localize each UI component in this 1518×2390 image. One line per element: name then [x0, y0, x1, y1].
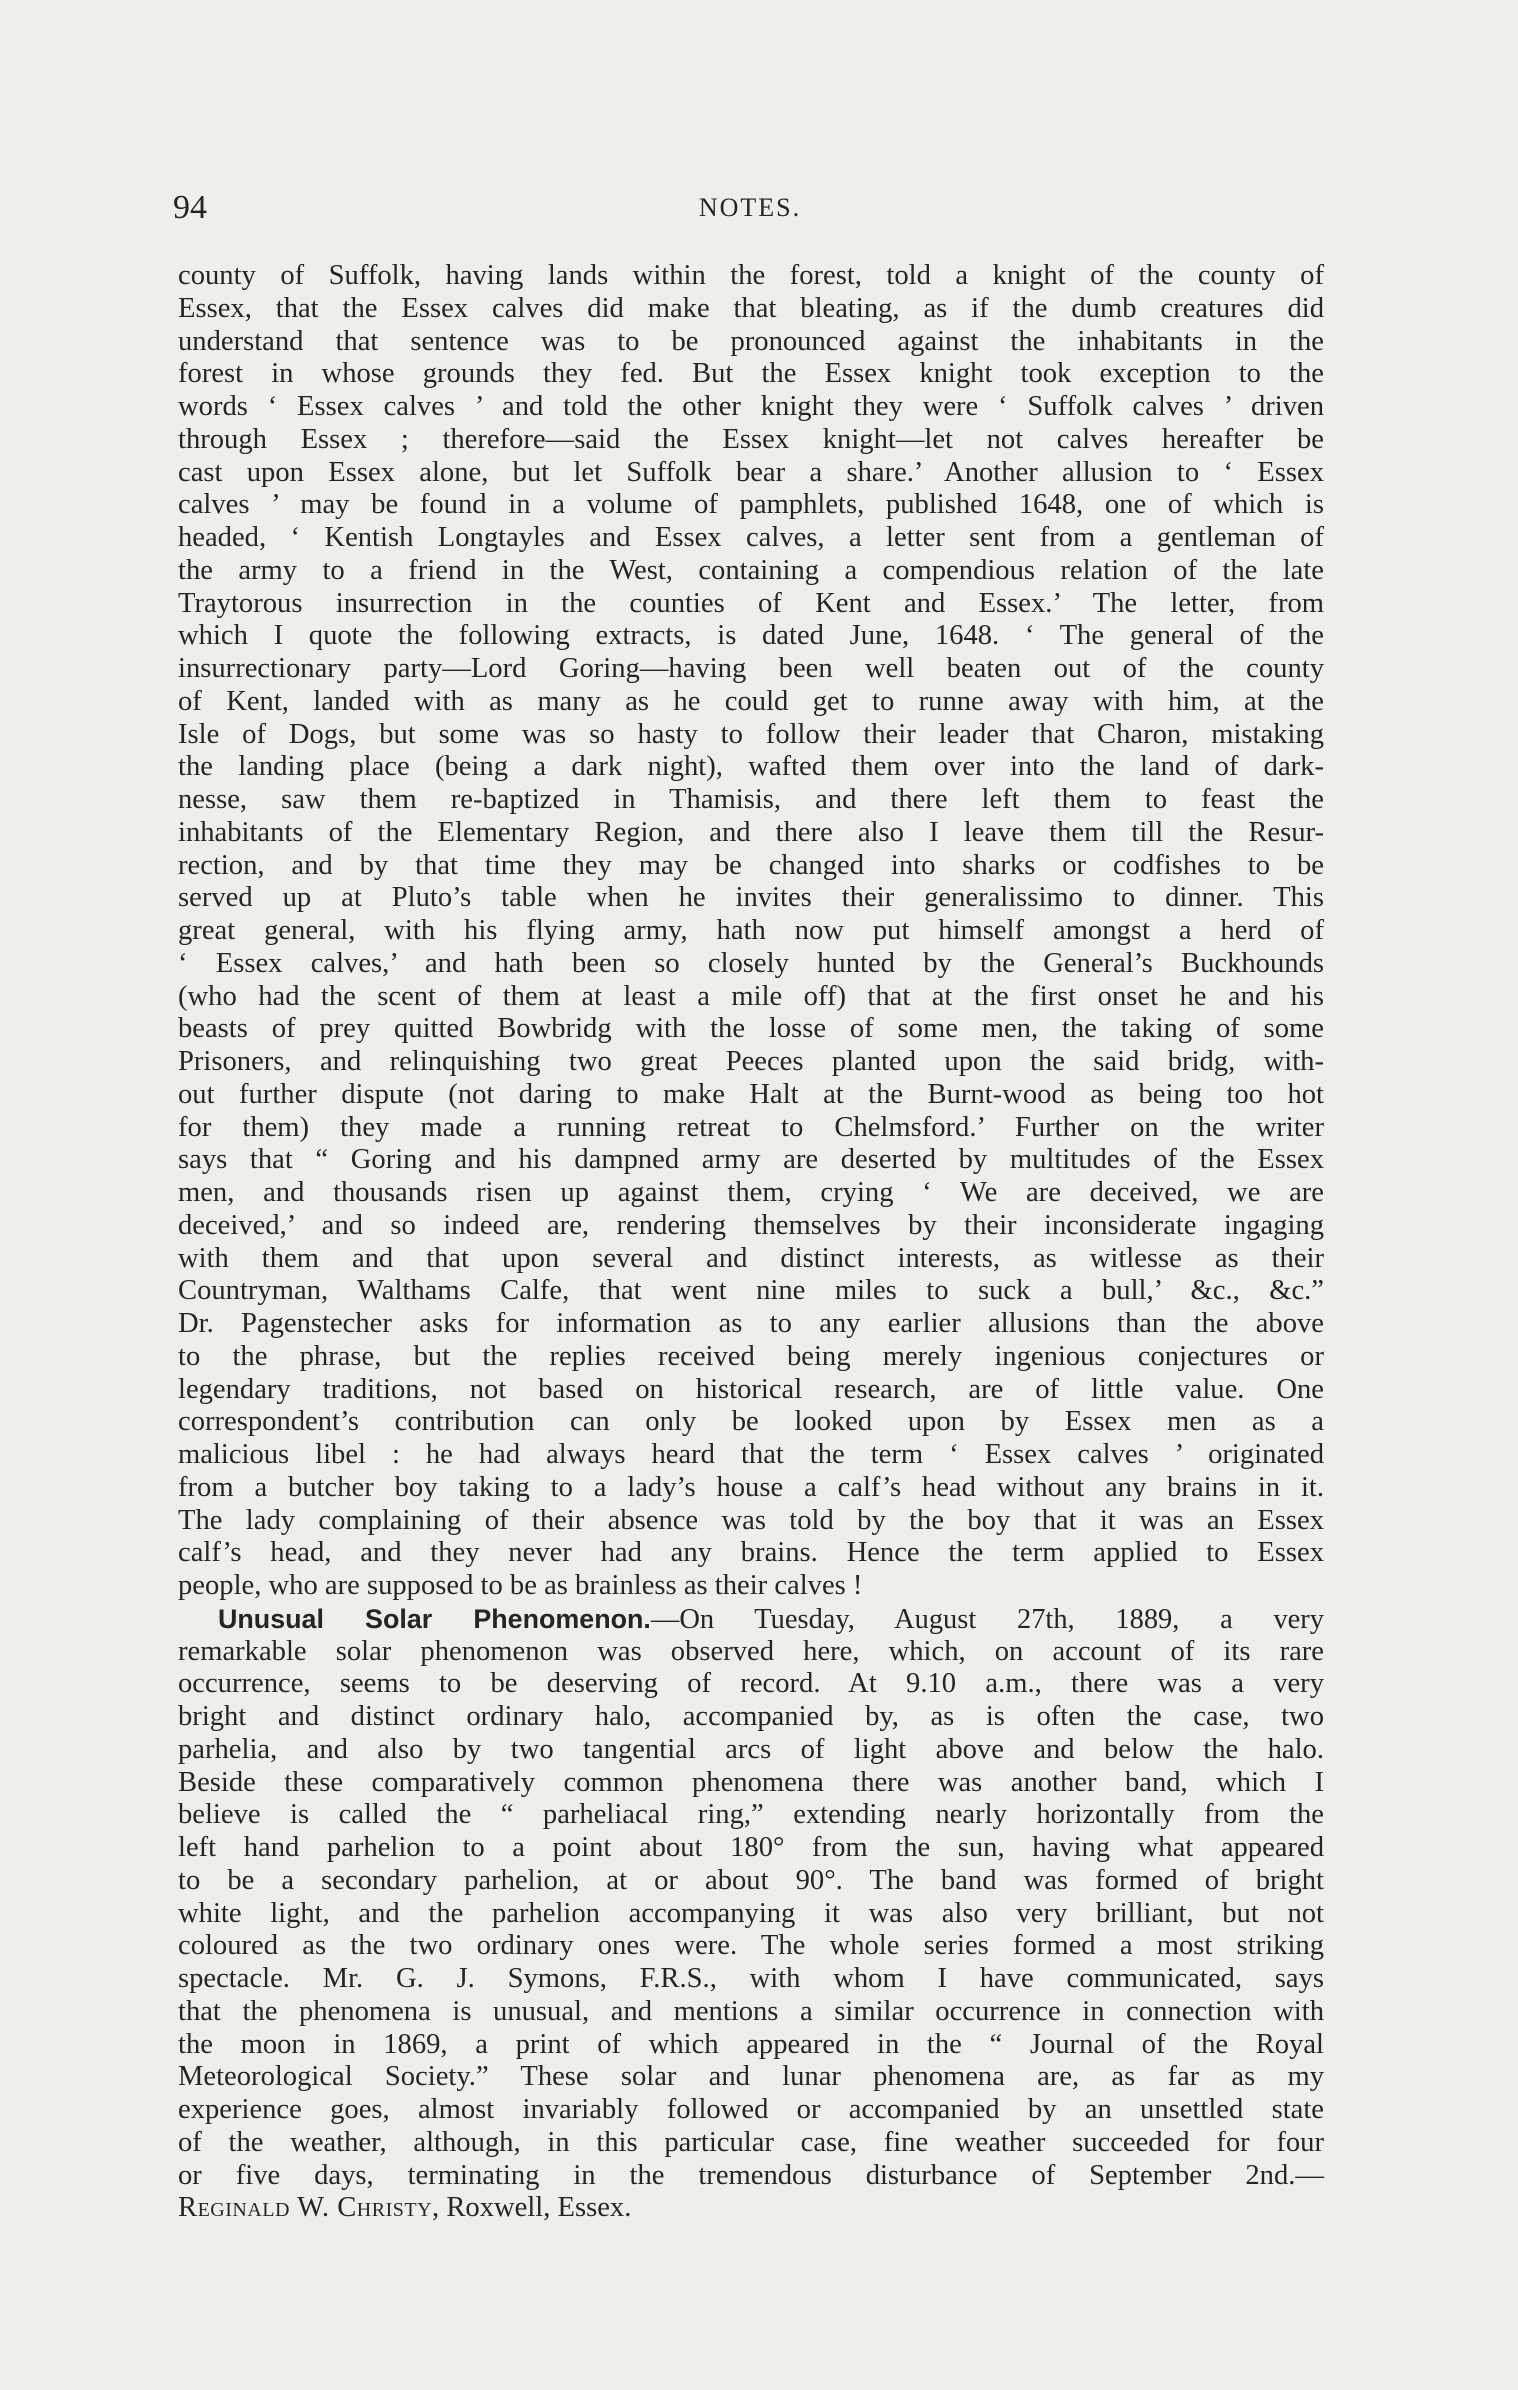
line-text: spectacle. Mr. G. J. Symons, F.R.S., with whom I have communicated, says [178, 1963, 1324, 1994]
text-line [178, 1210, 1324, 1243]
text-line [178, 293, 1324, 326]
line-text: experience goes, almost invariably followed or accompanied by an unsettled state [178, 2094, 1324, 2125]
line-text: words ‘ Essex calves ’ and told the other knight they were ‘ Suffolk calves ’ driven [178, 391, 1324, 422]
text-line [178, 1832, 1324, 1865]
text-line [178, 1734, 1324, 1767]
text-line [178, 326, 1324, 359]
running-head [173, 186, 1327, 230]
line-text: beasts of prey quitted Bowbridg with the losse of some men, the taking of some [178, 1013, 1324, 1045]
line-text: of the weather, although, in this particular case, fine weather succeeded for four [178, 2126, 1324, 2158]
line-text: coloured as the two ordinary ones were. The whole series formed a most striking [178, 1930, 1324, 1962]
text-line [178, 1799, 1324, 1832]
text-line [178, 1570, 1324, 1603]
text-line [178, 751, 1324, 784]
line-text: to the phrase, but the replies received being merely ingenious conjectures or [178, 1340, 1324, 1372]
text-line [178, 1013, 1324, 1046]
line-text: the army to a friend in the West, containing a compendious relation of the late [178, 554, 1324, 586]
line-text: of Kent, landed with as many as he could get to runne away with him, at the [178, 685, 1324, 717]
line-text: served up at Pluto’s table when he invites their generalissimo to dinner. This [178, 882, 1324, 914]
line-text: to be a secondary parhelion, at or about 90°. The band was formed of bright [178, 1864, 1324, 1896]
line-text: for them) they made a running retreat to Chelmsford.’ Further on the writer [178, 1111, 1324, 1143]
line-text: calf’s head, and they never had any brains. Hence the term applied to Essex [178, 1537, 1324, 1569]
line-text: , Roxwell, Essex. [432, 2192, 632, 2224]
line-text: nesse, saw them re-baptized in Thamisis, and there left them to feast the [178, 784, 1324, 815]
line-text: forest in whose grounds they fed. But the Essex knight took exception to the [178, 358, 1324, 390]
text-line [178, 817, 1324, 850]
text-line [178, 1603, 1324, 1636]
text-line [178, 1668, 1324, 1701]
text-line [178, 1537, 1324, 1570]
text-line [178, 1275, 1324, 1308]
text-line [178, 588, 1324, 621]
text-line [178, 2029, 1324, 2062]
text-line [178, 2094, 1324, 2127]
note-heading: Unusual Solar Phenomenon. [218, 1603, 651, 1634]
line-text: Essex, that the Essex calves did make that bleating, as if the dumb creatures did [178, 292, 1324, 324]
line-text: malicious libel : he had always heard that the term ‘ Essex calves ’ originated [178, 1439, 1324, 1470]
line-text: says that “ Goring and his dampned army are deserted by multitudes of the Essex [178, 1144, 1324, 1176]
text-line [178, 2061, 1324, 2094]
line-text: great general, with his flying army, hath now put himself amongst a herd of [178, 915, 1324, 946]
line-text: remarkable solar phenomenon was observed here, which, on account of its rare [178, 1635, 1324, 1667]
text-line [178, 1374, 1324, 1407]
text-line [178, 1144, 1324, 1177]
text-line [178, 1112, 1324, 1145]
text-line [178, 555, 1324, 588]
line-text: that the phenomena is unusual, and mentions a similar occurrence in connection with [178, 1995, 1324, 2027]
text-line [178, 620, 1324, 653]
text-line [178, 784, 1324, 817]
line-text: Meteorological Society.” These solar and lunar phenomena are, as far as my [178, 2061, 1324, 2093]
line-text: insurrectionary party—Lord Goring—having been well beaten out of the county [178, 653, 1324, 684]
text-line [178, 1308, 1324, 1341]
text-line [178, 1046, 1324, 1079]
line-text: with them and that upon several and distinct interests, as witlesse as their [178, 1242, 1324, 1274]
line-text: believe is called the “ parheliacal ring,” extending nearly horizontally from the [178, 1799, 1324, 1831]
line-text: The lady complaining of their absence was told by the boy that it was an Essex [178, 1504, 1324, 1536]
line-text: Isle of Dogs, but some was so hasty to follow their leader that Charon, mistaking [178, 718, 1324, 750]
line-text: men, and thousands risen up against them, crying ‘ We are deceived, we are [178, 1177, 1324, 1208]
line-text: Dr. Pagenstecher asks for information as to any earlier allusions than the above [178, 1308, 1324, 1339]
line-text: which I quote the following extracts, is dated June, 1648. ‘ The general of the [178, 620, 1324, 652]
line-text: county of Suffolk, having lands within the forest, told a knight of the county of [178, 260, 1324, 291]
text-line [178, 2192, 1324, 2225]
body-text [178, 260, 1324, 2225]
text-line [178, 489, 1324, 522]
text-line [178, 522, 1324, 555]
text-line [178, 719, 1324, 752]
line-text: Beside these comparatively common phenomena there was another band, which I [178, 1766, 1324, 1798]
text-line [178, 1472, 1324, 1505]
line-text: Traytorous insurrection in the counties of Kent and Essex.’ The letter, from [178, 587, 1324, 619]
page-number: 94 [173, 189, 207, 226]
text-line [178, 1406, 1324, 1439]
text-line [178, 850, 1324, 883]
text-line [178, 1963, 1324, 1996]
line-text: headed, ‘ Kentish Longtayles and Essex calves, a letter sent from a gentleman of [178, 522, 1324, 553]
text-line [178, 1177, 1324, 1210]
text-line [178, 653, 1324, 686]
line-text: the landing place (being a dark night), wafted them over into the land of dark- [178, 751, 1324, 783]
line-text: parhelia, and also by two tangential arcs of light above and below the halo. [178, 1733, 1324, 1765]
text-line [178, 260, 1324, 293]
text-line [178, 915, 1324, 948]
line-text: the moon in 1869, a print of which appeared in the “ Journal of the Royal [178, 2028, 1324, 2060]
text-line [178, 358, 1324, 391]
line-text: understand that sentence was to be pronounced against the inhabitants in the [178, 325, 1324, 357]
line-text: left hand parhelion to a point about 180° from the sun, having what appeared [178, 1832, 1324, 1863]
line-text: (who had the scent of them at least a mile off) that at the first onset he and his [178, 980, 1324, 1012]
author-signature: Reginald W. Christy [178, 2192, 433, 2224]
line-text: inhabitants of the Elementary Region, and there also I leave them till the Resur- [178, 816, 1324, 848]
line-text: legendary traditions, not based on historical research, are of little value. One [178, 1373, 1324, 1405]
text-line [178, 2127, 1324, 2160]
text-line [178, 981, 1324, 1014]
text-line [178, 2160, 1324, 2193]
line-text: or five days, terminating in the tremendous disturbance of September 2nd.— [178, 2159, 1324, 2191]
line-text: white light, and the parhelion accompanying it was also very brilliant, but not [178, 1897, 1324, 1929]
text-line [178, 1898, 1324, 1931]
line-text: rection, and by that time they may be changed into sharks or codfishes to be [178, 849, 1324, 881]
text-line [178, 391, 1324, 424]
line-text: bright and distinct ordinary halo, accompanied by, as is often the case, two [178, 1701, 1324, 1732]
line-text: ‘ Essex calves,’ and hath been so closely hunted by the General’s Buckhounds [178, 947, 1324, 979]
text-line [178, 882, 1324, 915]
text-line [178, 1767, 1324, 1800]
line-text: out further dispute (not daring to make Halt at the Burnt-wood as being too hot [178, 1078, 1324, 1110]
text-line [178, 948, 1324, 981]
line-text: correspondent’s contribution can only be looked upon by Essex men as a [178, 1406, 1324, 1438]
text-line [178, 1439, 1324, 1472]
line-text: deceived,’ and so indeed are, rendering themselves by their inconsiderate ingaging [178, 1209, 1324, 1241]
line-text: occurrence, seems to be deserving of record. At 9.10 a.m., there was a very [178, 1668, 1324, 1700]
text-line [178, 457, 1324, 490]
section-title: NOTES. [698, 193, 802, 222]
text-line [178, 1930, 1324, 1963]
line-text: from a butcher boy taking to a lady’s house a calf’s head without any brains in it. [178, 1471, 1324, 1503]
text-line [178, 1636, 1324, 1669]
text-line [178, 424, 1324, 457]
text-line [178, 1701, 1324, 1734]
text-line [178, 1341, 1324, 1374]
line-text: Countryman, Walthams Calfe, that went nine miles to suck a bull,’ &c., &c.” [178, 1275, 1324, 1307]
text-line [178, 686, 1324, 719]
text-line [178, 1865, 1324, 1898]
text-line [178, 1505, 1324, 1538]
line-text: through Essex ; therefore—said the Essex knight—let not calves hereafter be [178, 423, 1324, 455]
line-text: —On Tuesday, August 27th, 1889, a very [650, 1603, 1324, 1635]
line-text: cast upon Essex alone, but let Suffolk bear a share.’ Another allusion to ‘ Essex [178, 456, 1324, 488]
text-line [178, 1996, 1324, 2029]
line-text: Prisoners, and relinquishing two great Peeces planted upon the said bridg, with- [178, 1046, 1324, 1077]
text-line [178, 1243, 1324, 1276]
text-line [178, 1079, 1324, 1112]
line-text: people, who are supposed to be as brainless as their calves ! [178, 1570, 863, 1601]
line-text: calves ’ may be found in a volume of pamphlets, published 1648, one of which is [178, 489, 1324, 521]
